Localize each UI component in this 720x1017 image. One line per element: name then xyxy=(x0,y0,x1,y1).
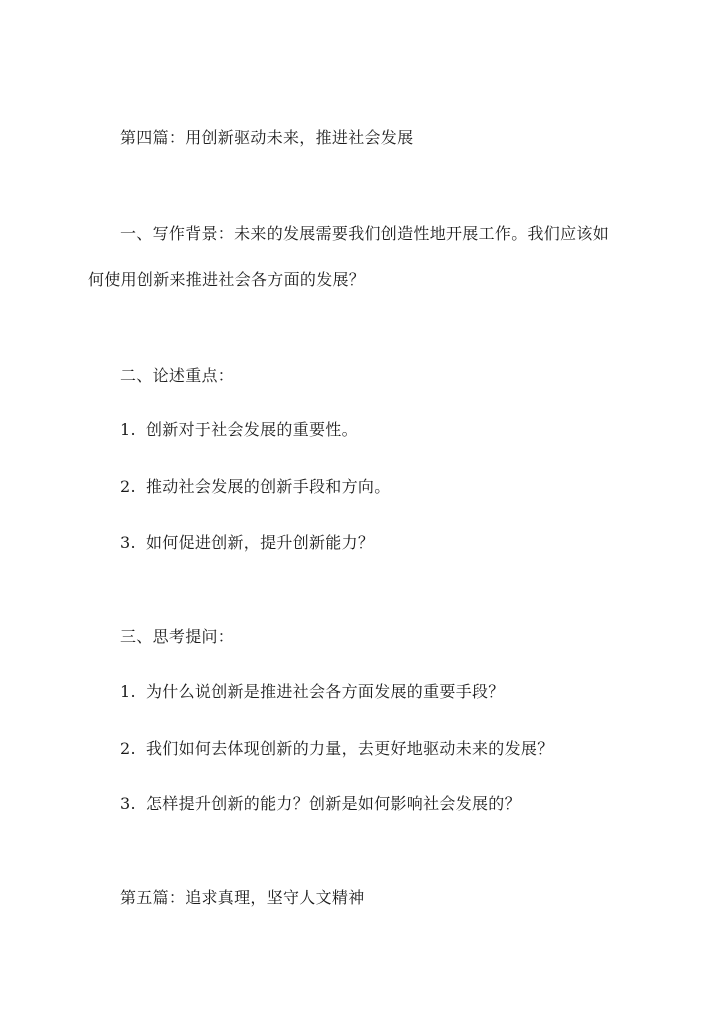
question-item xyxy=(120,681,505,703)
key-point-text: 创新对于社会发展的重要性。 xyxy=(146,420,358,439)
key-points-heading: 二、论述重点： xyxy=(120,366,235,385)
key-point-number: 1. xyxy=(120,420,136,439)
key-point-item xyxy=(120,532,374,554)
question-text: 我们如何去体现创新的力量，去更好地驱动未来的发展？ xyxy=(146,739,554,758)
question-number: 3. xyxy=(120,794,136,813)
question-text: 怎样提升创新的能力？创新是如何影响社会发展的？ xyxy=(146,794,521,813)
question-item xyxy=(120,793,521,815)
question-number: 2. xyxy=(120,739,136,758)
question-number: 1. xyxy=(120,682,136,701)
key-point-item xyxy=(120,419,358,441)
key-point-text: 推动社会发展的创新手段和方向。 xyxy=(146,477,391,496)
key-point-number: 3. xyxy=(120,533,136,552)
question-item xyxy=(120,738,554,760)
key-point-number: 2. xyxy=(120,477,136,496)
key-point-text: 如何促进创新，提升创新能力？ xyxy=(146,533,375,552)
writing-background-line-2: 何使用创新来推进社会各方面的发展？ xyxy=(88,270,366,289)
questions-heading: 三、思考提问： xyxy=(120,627,235,646)
section-4-title: 第四篇：用创新驱动未来，推进社会发展 xyxy=(120,128,414,147)
writing-background-line-1: 一、写作背景：未来的发展需要我们创造性地开展工作。我们应该如 xyxy=(120,224,610,243)
key-point-item xyxy=(120,476,391,498)
question-text: 为什么说创新是推进社会各方面发展的重要手段？ xyxy=(146,682,505,701)
section-5-title: 第五篇：追求真理，坚守人文精神 xyxy=(120,888,365,907)
